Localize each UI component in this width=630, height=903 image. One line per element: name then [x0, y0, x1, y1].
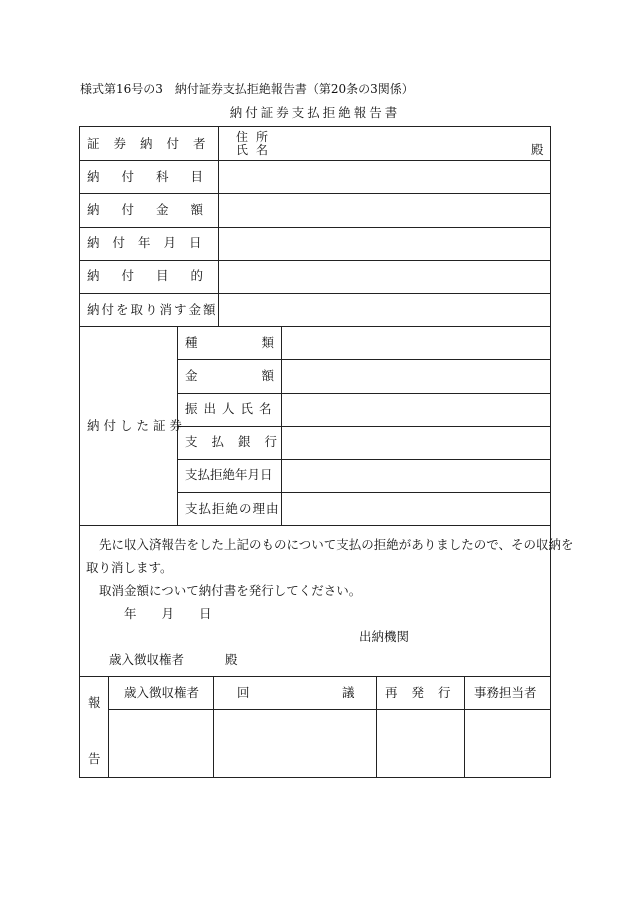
notice-line-2: 取り消します。 — [86, 560, 173, 575]
report-header-kai: 回 — [237, 685, 250, 700]
form-title: 納付証券支払拒絶報告書 — [229, 105, 401, 120]
label-subject: 納付科目 — [87, 169, 226, 184]
report-side-bottom: 告 — [88, 751, 101, 766]
label-purpose: 納付目的 — [87, 268, 226, 283]
label-kind: 種類 — [185, 335, 339, 350]
form-table — [79, 126, 574, 778]
label-cancel-amount: 納付を取り消す金額 — [87, 302, 218, 317]
label-payer — [87, 136, 220, 151]
form-number-header: 様式第16号の3 納付証券支払拒絶報告書（第20条の3関係） — [80, 82, 414, 96]
notice-addressee-suffix: 殿 — [225, 652, 238, 667]
name-label: 氏名 — [236, 143, 277, 157]
payer-dono: 殿 — [531, 142, 544, 157]
report-header-gi: 議 — [342, 685, 355, 700]
notice-line-1: 先に収入済報告をした上記のものについて支払の拒絶がありましたので、その収納を — [99, 537, 574, 552]
report-side-top: 報 — [88, 695, 101, 710]
label-drawer: 振出人氏名 — [185, 401, 278, 416]
report-header-clerk: 事務担当者 — [474, 685, 537, 700]
report-header-reissue: 再発行 — [385, 685, 465, 700]
notice-date: 年 月 日 — [124, 606, 212, 621]
label-date: 納付年月日 — [87, 235, 215, 250]
label-refusal-reason: 支払拒絶の理由 — [185, 501, 280, 516]
report-header-collector: 歳入徴収権者 — [124, 685, 200, 700]
label-amount: 納付金額 — [87, 202, 226, 217]
label-securities: 納付した証券 — [87, 418, 187, 433]
label-bank: 支払銀行 — [185, 434, 292, 449]
label-sec-amount: 金額 — [185, 368, 339, 383]
notice-line-3: 取消金額について納付書を発行してください。 — [99, 583, 362, 598]
label-payer-text: 証券納付者 — [87, 136, 220, 151]
label-refusal-date: 支払拒絶年月日 — [185, 467, 273, 482]
notice-addressee: 歳入徴収権者 — [109, 652, 185, 667]
address-label: 住所 — [236, 130, 277, 144]
notice-org: 出納機関 — [359, 629, 410, 644]
